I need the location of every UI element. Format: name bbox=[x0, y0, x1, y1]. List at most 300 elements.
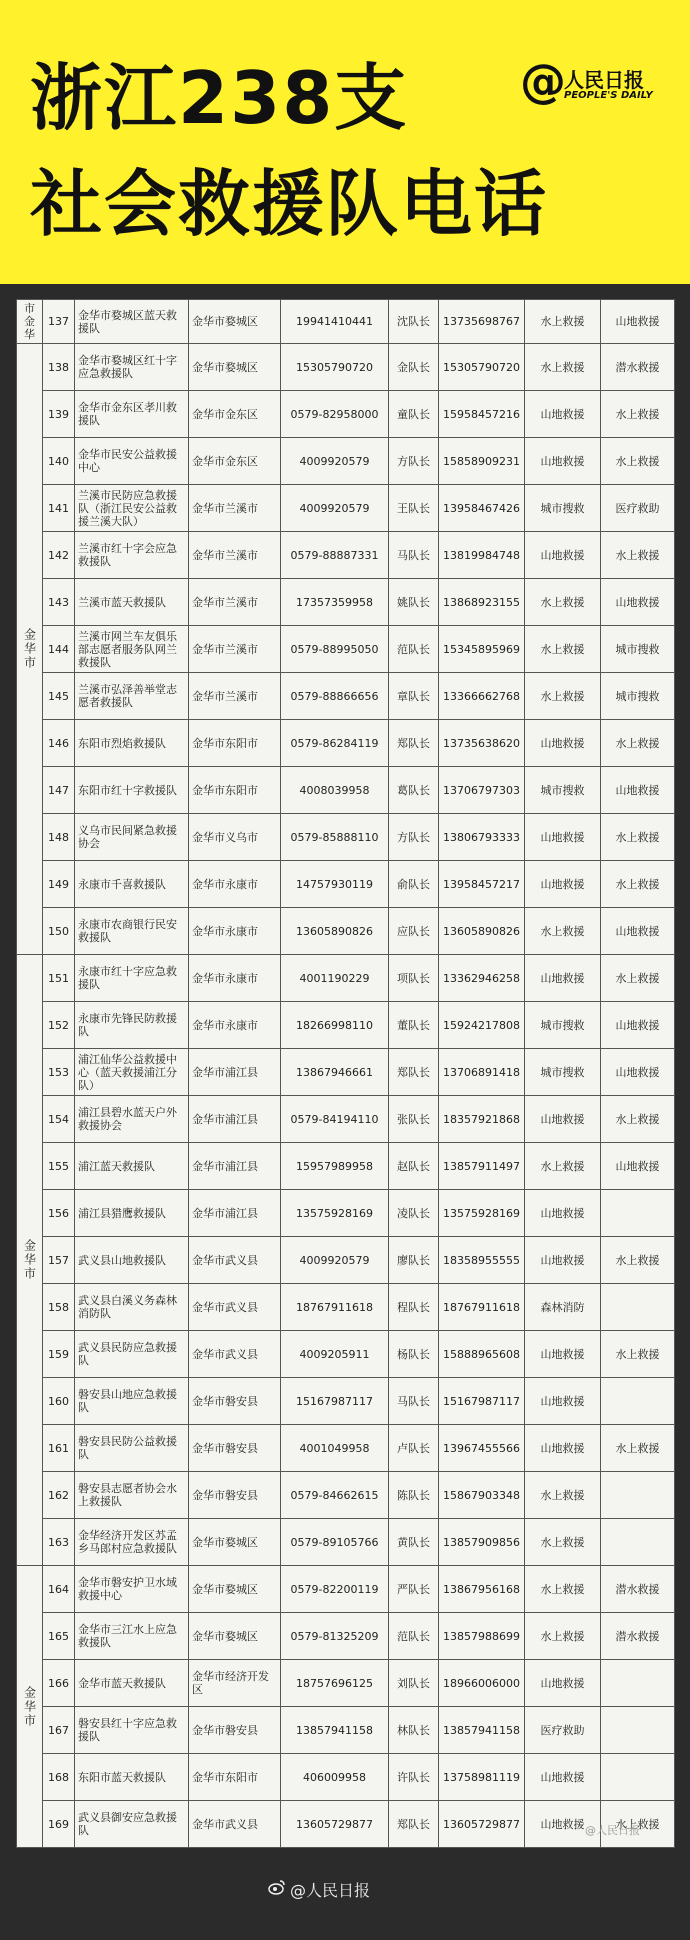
weibo-icon bbox=[268, 1878, 286, 1896]
rescue-type-1: 山地救援 bbox=[525, 861, 601, 908]
rescue-type-1: 山地救援 bbox=[525, 1801, 601, 1848]
team-mobile: 18767911618 bbox=[439, 1284, 525, 1331]
team-phone: 4008039958 bbox=[281, 767, 389, 814]
team-area: 金华市永康市 bbox=[189, 861, 281, 908]
team-leader: 童队长 bbox=[389, 391, 439, 438]
team-leader: 俞队长 bbox=[389, 861, 439, 908]
team-mobile: 15958457216 bbox=[439, 391, 525, 438]
team-area: 金华市兰溪市 bbox=[189, 673, 281, 720]
team-phone: 0579-84662615 bbox=[281, 1472, 389, 1519]
row-number: 138 bbox=[43, 344, 75, 391]
team-phone: 4009920579 bbox=[281, 438, 389, 485]
team-name: 东阳市红十字救援队 bbox=[75, 767, 189, 814]
team-leader: 林队长 bbox=[389, 1707, 439, 1754]
table-row bbox=[17, 1002, 675, 1049]
rescue-type-2: 医疗救助 bbox=[601, 485, 675, 532]
rescue-type-1: 山地救援 bbox=[525, 532, 601, 579]
team-leader: 郑队长 bbox=[389, 720, 439, 767]
team-phone: 4009920579 bbox=[281, 1237, 389, 1284]
rescue-type-2 bbox=[601, 1284, 675, 1331]
team-name: 磐安县山地应急救援队 bbox=[75, 1378, 189, 1425]
team-area: 金华市武义县 bbox=[189, 1331, 281, 1378]
row-number: 151 bbox=[43, 955, 75, 1002]
team-phone: 13867946661 bbox=[281, 1049, 389, 1096]
row-number: 159 bbox=[43, 1331, 75, 1378]
rescue-type-1: 水上救援 bbox=[525, 344, 601, 391]
rescue-type-2: 水上救援 bbox=[601, 438, 675, 485]
table-row bbox=[17, 1096, 675, 1143]
rescue-type-2 bbox=[601, 1754, 675, 1801]
table-row bbox=[17, 814, 675, 861]
row-number: 164 bbox=[43, 1566, 75, 1613]
team-leader: 程队长 bbox=[389, 1284, 439, 1331]
team-name: 兰溪市网兰车友俱乐部志愿者服务队网兰救援队 bbox=[75, 626, 189, 673]
team-name: 磐安县红十字应急救援队 bbox=[75, 1707, 189, 1754]
table-row bbox=[17, 767, 675, 814]
rescue-type-1: 医疗救助 bbox=[525, 1707, 601, 1754]
peoples-daily-logo bbox=[520, 54, 670, 114]
team-phone: 0579-86284119 bbox=[281, 720, 389, 767]
team-mobile: 13575928169 bbox=[439, 1190, 525, 1237]
row-number: 139 bbox=[43, 391, 75, 438]
watermark: @人民日报 bbox=[585, 1824, 640, 1837]
team-phone: 19941410441 bbox=[281, 300, 389, 344]
team-leader: 董队长 bbox=[389, 1002, 439, 1049]
table-row bbox=[17, 1190, 675, 1237]
team-mobile: 13857909856 bbox=[439, 1519, 525, 1566]
team-area: 金华市兰溪市 bbox=[189, 485, 281, 532]
table-row bbox=[17, 532, 675, 579]
city-cell: 金华市 bbox=[17, 955, 43, 1566]
team-leader: 郑队长 bbox=[389, 1801, 439, 1848]
team-leader: 卢队长 bbox=[389, 1425, 439, 1472]
row-number: 148 bbox=[43, 814, 75, 861]
row-number: 145 bbox=[43, 673, 75, 720]
team-area: 金华市婺城区 bbox=[189, 1613, 281, 1660]
table-row bbox=[17, 720, 675, 767]
team-area: 金华市东阳市 bbox=[189, 767, 281, 814]
team-name: 武义县白溪义务森林消防队 bbox=[75, 1284, 189, 1331]
table-row bbox=[17, 1660, 675, 1707]
team-area: 金华市义乌市 bbox=[189, 814, 281, 861]
team-mobile: 15858909231 bbox=[439, 438, 525, 485]
rescue-type-2: 城市搜救 bbox=[601, 673, 675, 720]
team-area: 金华市金东区 bbox=[189, 438, 281, 485]
rescue-type-2: 潜水救援 bbox=[601, 1566, 675, 1613]
team-phone: 13605890826 bbox=[281, 908, 389, 955]
table-row bbox=[17, 1566, 675, 1613]
rescue-type-1: 水上救援 bbox=[525, 1566, 601, 1613]
team-mobile: 13735698767 bbox=[439, 300, 525, 344]
row-number: 146 bbox=[43, 720, 75, 767]
team-leader: 方队长 bbox=[389, 438, 439, 485]
team-area: 金华市磐安县 bbox=[189, 1707, 281, 1754]
table-row bbox=[17, 1049, 675, 1096]
team-leader: 赵队长 bbox=[389, 1143, 439, 1190]
table-row bbox=[17, 1378, 675, 1425]
rescue-type-1: 山地救援 bbox=[525, 1190, 601, 1237]
table-row bbox=[17, 626, 675, 673]
team-leader: 许队长 bbox=[389, 1754, 439, 1801]
team-area: 金华市武义县 bbox=[189, 1801, 281, 1848]
team-mobile: 13819984748 bbox=[439, 532, 525, 579]
team-phone: 0579-89105766 bbox=[281, 1519, 389, 1566]
team-mobile: 13958457217 bbox=[439, 861, 525, 908]
team-area: 金华市浦江县 bbox=[189, 1049, 281, 1096]
rescue-type-1: 水上救援 bbox=[525, 1519, 601, 1566]
team-phone: 4001049958 bbox=[281, 1425, 389, 1472]
row-number: 153 bbox=[43, 1049, 75, 1096]
rescue-type-1: 山地救援 bbox=[525, 1096, 601, 1143]
team-leader: 葛队长 bbox=[389, 767, 439, 814]
row-number: 158 bbox=[43, 1284, 75, 1331]
team-phone: 4009205911 bbox=[281, 1331, 389, 1378]
row-number: 147 bbox=[43, 767, 75, 814]
row-number: 165 bbox=[43, 1613, 75, 1660]
team-mobile: 15867903348 bbox=[439, 1472, 525, 1519]
rescue-type-2: 水上救援 bbox=[601, 720, 675, 767]
rescue-type-2: 水上救援 bbox=[601, 532, 675, 579]
logo-at-icon: @ bbox=[520, 54, 566, 108]
row-number: 163 bbox=[43, 1519, 75, 1566]
team-mobile: 13758981119 bbox=[439, 1754, 525, 1801]
team-mobile: 13857941158 bbox=[439, 1707, 525, 1754]
team-phone: 15167987117 bbox=[281, 1378, 389, 1425]
city-cell: 市 金华 bbox=[17, 300, 43, 344]
rescue-type-1: 山地救援 bbox=[525, 1425, 601, 1472]
team-area: 金华市磐安县 bbox=[189, 1378, 281, 1425]
rescue-type-1: 水上救援 bbox=[525, 673, 601, 720]
team-phone: 18757696125 bbox=[281, 1660, 389, 1707]
row-number: 160 bbox=[43, 1378, 75, 1425]
team-mobile: 13735638620 bbox=[439, 720, 525, 767]
team-mobile: 13867956168 bbox=[439, 1566, 525, 1613]
rescue-type-2 bbox=[601, 1660, 675, 1707]
rescue-type-1: 山地救援 bbox=[525, 1378, 601, 1425]
rescue-type-2 bbox=[601, 1190, 675, 1237]
rescue-type-1: 水上救援 bbox=[525, 908, 601, 955]
row-number: 143 bbox=[43, 579, 75, 626]
team-leader: 沈队长 bbox=[389, 300, 439, 344]
team-name: 东阳市烈焰救援队 bbox=[75, 720, 189, 767]
rescue-type-1: 水上救援 bbox=[525, 1613, 601, 1660]
team-area: 金华市磐安县 bbox=[189, 1472, 281, 1519]
team-mobile: 13868923155 bbox=[439, 579, 525, 626]
table-row bbox=[17, 391, 675, 438]
rescue-type-1: 水上救援 bbox=[525, 579, 601, 626]
team-mobile: 13706891418 bbox=[439, 1049, 525, 1096]
team-area: 金华市浦江县 bbox=[189, 1190, 281, 1237]
rescue-type-1: 水上救援 bbox=[525, 1472, 601, 1519]
team-mobile: 13366662768 bbox=[439, 673, 525, 720]
logo-name-cn: 人民日报 bbox=[564, 68, 644, 92]
team-area: 金华市磐安县 bbox=[189, 1425, 281, 1472]
rescue-type-1: 山地救援 bbox=[525, 814, 601, 861]
row-number: 168 bbox=[43, 1754, 75, 1801]
team-leader: 姚队长 bbox=[389, 579, 439, 626]
team-leader: 陈队长 bbox=[389, 1472, 439, 1519]
team-leader: 郑队长 bbox=[389, 1049, 439, 1096]
table-row bbox=[17, 1143, 675, 1190]
rescue-type-2: 山地救援 bbox=[601, 1049, 675, 1096]
rescue-type-2: 潜水救援 bbox=[601, 344, 675, 391]
table-row bbox=[17, 1801, 675, 1848]
rescue-type-2: 潜水救援 bbox=[601, 1613, 675, 1660]
team-phone: 18767911618 bbox=[281, 1284, 389, 1331]
team-area: 金华市兰溪市 bbox=[189, 532, 281, 579]
team-mobile: 15888965608 bbox=[439, 1331, 525, 1378]
row-number: 167 bbox=[43, 1707, 75, 1754]
team-name: 东阳市蓝天救援队 bbox=[75, 1754, 189, 1801]
table-row bbox=[17, 1519, 675, 1566]
table-row bbox=[17, 861, 675, 908]
team-leader: 范队长 bbox=[389, 626, 439, 673]
team-area: 金华市永康市 bbox=[189, 955, 281, 1002]
row-number: 161 bbox=[43, 1425, 75, 1472]
rescue-type-2: 水上救援 bbox=[601, 1331, 675, 1378]
team-area: 金华市永康市 bbox=[189, 1002, 281, 1049]
rescue-type-1: 山地救援 bbox=[525, 955, 601, 1002]
row-number: 155 bbox=[43, 1143, 75, 1190]
team-name: 金华市婺城区红十字应急救援队 bbox=[75, 344, 189, 391]
team-mobile: 18966006000 bbox=[439, 1660, 525, 1707]
team-leader: 方队长 bbox=[389, 814, 439, 861]
rescue-type-2: 水上救援 bbox=[601, 955, 675, 1002]
rescue-type-1: 山地救援 bbox=[525, 1660, 601, 1707]
team-phone: 13857941158 bbox=[281, 1707, 389, 1754]
rescue-type-2: 水上救援 bbox=[601, 1237, 675, 1284]
team-phone: 13605729877 bbox=[281, 1801, 389, 1848]
team-name: 金华市三江水上应急救援队 bbox=[75, 1613, 189, 1660]
row-number: 140 bbox=[43, 438, 75, 485]
team-name: 永康市先锋民防救援队 bbox=[75, 1002, 189, 1049]
team-phone: 4009920579 bbox=[281, 485, 389, 532]
team-leader: 张队长 bbox=[389, 1096, 439, 1143]
team-name: 武义县御安应急救援队 bbox=[75, 1801, 189, 1848]
row-number: 154 bbox=[43, 1096, 75, 1143]
team-mobile: 13706797303 bbox=[439, 767, 525, 814]
team-mobile: 13857911497 bbox=[439, 1143, 525, 1190]
team-name: 兰溪市弘泽善举堂志愿者救援队 bbox=[75, 673, 189, 720]
rescue-type-1: 森林消防 bbox=[525, 1284, 601, 1331]
team-name: 金华市金东区孝川救援队 bbox=[75, 391, 189, 438]
team-phone: 0579-85888110 bbox=[281, 814, 389, 861]
rescue-type-2 bbox=[601, 1472, 675, 1519]
logo-name-en: PEOPLE'S DAILY bbox=[564, 90, 653, 101]
team-mobile: 13857988699 bbox=[439, 1613, 525, 1660]
team-leader: 项队长 bbox=[389, 955, 439, 1002]
city-cell: 金华市 bbox=[17, 1566, 43, 1848]
team-name: 金华市蓝天救援队 bbox=[75, 1660, 189, 1707]
table-row bbox=[17, 1707, 675, 1754]
team-name: 武义县民防应急救援队 bbox=[75, 1331, 189, 1378]
team-mobile: 15345895969 bbox=[439, 626, 525, 673]
table-row bbox=[17, 1331, 675, 1378]
team-leader: 马队长 bbox=[389, 532, 439, 579]
team-mobile: 13806793333 bbox=[439, 814, 525, 861]
rescue-type-2 bbox=[601, 1707, 675, 1754]
rescue-type-2: 山地救援 bbox=[601, 579, 675, 626]
header-banner bbox=[0, 0, 690, 284]
row-number: 157 bbox=[43, 1237, 75, 1284]
row-number: 152 bbox=[43, 1002, 75, 1049]
team-area: 金华市婺城区 bbox=[189, 1566, 281, 1613]
table-row bbox=[17, 908, 675, 955]
table-row bbox=[17, 344, 675, 391]
team-area: 金华市兰溪市 bbox=[189, 579, 281, 626]
rescue-type-2: 水上救援 bbox=[601, 1801, 675, 1848]
team-area: 金华市经济开发区 bbox=[189, 1660, 281, 1707]
team-area: 金华市东阳市 bbox=[189, 720, 281, 767]
table-row bbox=[17, 673, 675, 720]
row-number: 142 bbox=[43, 532, 75, 579]
team-mobile: 15167987117 bbox=[439, 1378, 525, 1425]
rescue-type-2 bbox=[601, 1519, 675, 1566]
rescue-type-2: 水上救援 bbox=[601, 861, 675, 908]
team-name: 永康市千喜救援队 bbox=[75, 861, 189, 908]
rescue-type-2: 山地救援 bbox=[601, 1143, 675, 1190]
team-leader: 杨队长 bbox=[389, 1331, 439, 1378]
team-area: 金华市婺城区 bbox=[189, 344, 281, 391]
team-phone: 13575928169 bbox=[281, 1190, 389, 1237]
team-name: 金华市婺城区蓝天救援队 bbox=[75, 300, 189, 344]
rescue-type-1: 城市搜救 bbox=[525, 1049, 601, 1096]
team-leader: 马队长 bbox=[389, 1378, 439, 1425]
rescue-type-1: 山地救援 bbox=[525, 720, 601, 767]
team-phone: 0579-84194110 bbox=[281, 1096, 389, 1143]
title-line-1: 浙江238支 bbox=[30, 56, 409, 140]
rescue-type-1: 城市搜救 bbox=[525, 485, 601, 532]
team-phone: 0579-88995050 bbox=[281, 626, 389, 673]
table-row bbox=[17, 1237, 675, 1284]
rescue-type-1: 山地救援 bbox=[525, 1237, 601, 1284]
row-number: 162 bbox=[43, 1472, 75, 1519]
team-mobile: 15924217808 bbox=[439, 1002, 525, 1049]
team-area: 金华市浦江县 bbox=[189, 1143, 281, 1190]
team-phone: 15305790720 bbox=[281, 344, 389, 391]
table-row bbox=[17, 438, 675, 485]
team-area: 金华市婺城区 bbox=[189, 300, 281, 344]
title-line-2: 社会救援队电话 bbox=[30, 162, 549, 246]
footer bbox=[0, 1848, 690, 1940]
rescue-type-2: 水上救援 bbox=[601, 1096, 675, 1143]
team-area: 金华市武义县 bbox=[189, 1284, 281, 1331]
rescue-type-1: 水上救援 bbox=[525, 1143, 601, 1190]
rescue-type-1: 山地救援 bbox=[525, 391, 601, 438]
rescue-type-2: 山地救援 bbox=[601, 767, 675, 814]
team-name: 浦江仙华公益救援中心（蓝天救援浦江分队） bbox=[75, 1049, 189, 1096]
team-leader: 应队长 bbox=[389, 908, 439, 955]
footer-text: @人民日报 bbox=[290, 1881, 371, 1900]
rescue-type-2 bbox=[601, 1378, 675, 1425]
team-phone: 15957989958 bbox=[281, 1143, 389, 1190]
rescue-type-1: 城市搜救 bbox=[525, 767, 601, 814]
team-area: 金华市婺城区 bbox=[189, 1519, 281, 1566]
team-mobile: 18357921868 bbox=[439, 1096, 525, 1143]
team-name: 浦江县猎鹰救援队 bbox=[75, 1190, 189, 1237]
team-phone: 17357359958 bbox=[281, 579, 389, 626]
team-mobile: 13605890826 bbox=[439, 908, 525, 955]
team-phone: 4001190229 bbox=[281, 955, 389, 1002]
team-mobile: 15305790720 bbox=[439, 344, 525, 391]
team-leader: 范队长 bbox=[389, 1613, 439, 1660]
team-name: 永康市红十字应急救援队 bbox=[75, 955, 189, 1002]
row-number: 156 bbox=[43, 1190, 75, 1237]
team-leader: 章队长 bbox=[389, 673, 439, 720]
team-leader: 凌队长 bbox=[389, 1190, 439, 1237]
rescue-type-1: 山地救援 bbox=[525, 1331, 601, 1378]
team-area: 金华市金东区 bbox=[189, 391, 281, 438]
team-area: 金华市浦江县 bbox=[189, 1096, 281, 1143]
rescue-type-1: 城市搜救 bbox=[525, 1002, 601, 1049]
row-number: 141 bbox=[43, 485, 75, 532]
team-phone: 18266998110 bbox=[281, 1002, 389, 1049]
team-name: 浦江蓝天救援队 bbox=[75, 1143, 189, 1190]
team-name: 磐安县民防公益救援队 bbox=[75, 1425, 189, 1472]
team-phone: 0579-82200119 bbox=[281, 1566, 389, 1613]
rescue-type-1: 水上救援 bbox=[525, 300, 601, 344]
team-name: 义乌市民间紧急救援协会 bbox=[75, 814, 189, 861]
row-number: 166 bbox=[43, 1660, 75, 1707]
rescue-team-table bbox=[16, 299, 674, 1848]
table-row bbox=[17, 1613, 675, 1660]
row-number: 169 bbox=[43, 1801, 75, 1848]
table-row bbox=[17, 300, 675, 344]
team-mobile: 18358955555 bbox=[439, 1237, 525, 1284]
rescue-type-2: 山地救援 bbox=[601, 1002, 675, 1049]
rescue-type-1: 山地救援 bbox=[525, 1754, 601, 1801]
team-name: 武义县山地救援队 bbox=[75, 1237, 189, 1284]
table-row bbox=[17, 955, 675, 1002]
team-phone: 14757930119 bbox=[281, 861, 389, 908]
team-mobile: 13967455566 bbox=[439, 1425, 525, 1472]
team-name: 永康市农商银行民安救援队 bbox=[75, 908, 189, 955]
rescue-type-2: 山地救援 bbox=[601, 300, 675, 344]
team-name: 浦江县碧水蓝天户外救援协会 bbox=[75, 1096, 189, 1143]
team-name: 金华经济开发区苏孟乡马郎村应急救援队 bbox=[75, 1519, 189, 1566]
team-phone: 0579-81325209 bbox=[281, 1613, 389, 1660]
team-area: 金华市兰溪市 bbox=[189, 626, 281, 673]
table-row bbox=[17, 1425, 675, 1472]
row-number: 137 bbox=[43, 300, 75, 344]
team-leader: 刘队长 bbox=[389, 1660, 439, 1707]
rescue-type-2: 山地救援 bbox=[601, 908, 675, 955]
team-leader: 严队长 bbox=[389, 1566, 439, 1613]
team-phone: 0579-88887331 bbox=[281, 532, 389, 579]
table-row bbox=[17, 579, 675, 626]
rescue-type-2: 水上救援 bbox=[601, 1425, 675, 1472]
team-area: 金华市武义县 bbox=[189, 1237, 281, 1284]
rescue-type-2: 水上救援 bbox=[601, 391, 675, 438]
table-row bbox=[17, 1754, 675, 1801]
rescue-type-2: 水上救援 bbox=[601, 814, 675, 861]
team-mobile: 13605729877 bbox=[439, 1801, 525, 1848]
row-number: 150 bbox=[43, 908, 75, 955]
team-mobile: 13958467426 bbox=[439, 485, 525, 532]
team-area: 金华市东阳市 bbox=[189, 1754, 281, 1801]
rescue-type-1: 山地救援 bbox=[525, 438, 601, 485]
team-name: 兰溪市蓝天救援队 bbox=[75, 579, 189, 626]
team-leader: 王队长 bbox=[389, 485, 439, 532]
table-row bbox=[17, 1472, 675, 1519]
team-name: 金华市磐安护卫水域救援中心 bbox=[75, 1566, 189, 1613]
team-name: 兰溪市民防应急救援队（浙江民安公益救援兰溪大队） bbox=[75, 485, 189, 532]
team-leader: 黄队长 bbox=[389, 1519, 439, 1566]
team-area: 金华市永康市 bbox=[189, 908, 281, 955]
team-name: 兰溪市红十字会应急救援队 bbox=[75, 532, 189, 579]
row-number: 149 bbox=[43, 861, 75, 908]
team-leader: 廖队长 bbox=[389, 1237, 439, 1284]
